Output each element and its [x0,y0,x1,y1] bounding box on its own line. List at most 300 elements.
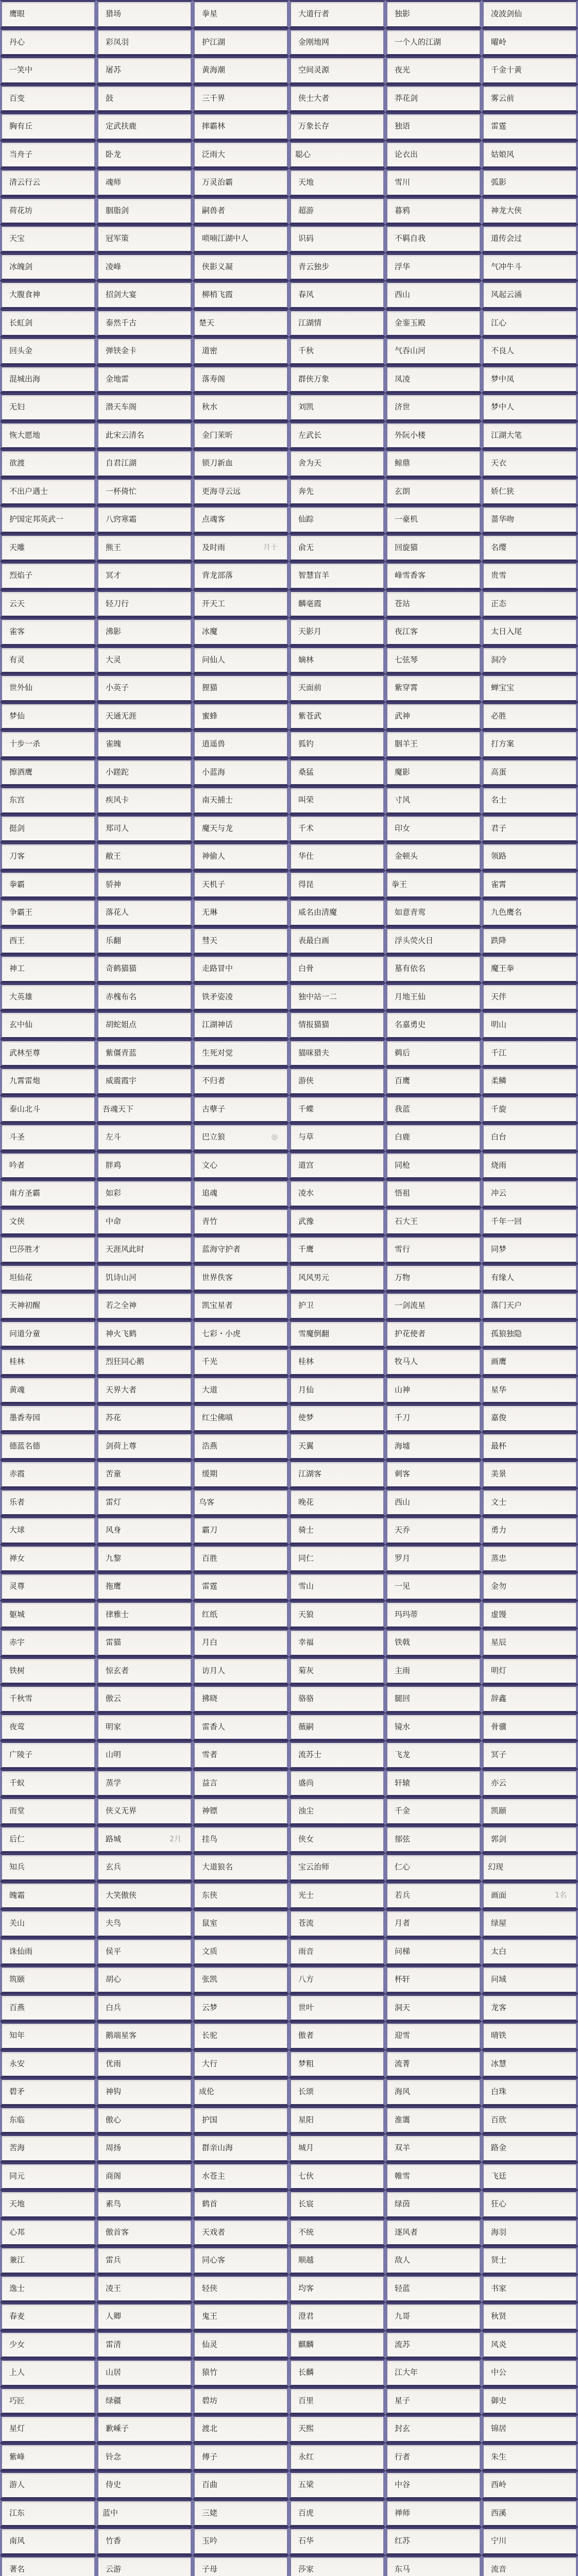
grid-cell[interactable] [482,2078,578,2106]
grid-cell[interactable] [482,365,578,394]
grid-cell[interactable] [96,2162,193,2191]
grid-cell[interactable] [385,2331,482,2359]
grid-cell[interactable] [193,871,289,899]
grid-cell[interactable] [385,955,482,983]
grid-cell[interactable] [385,1264,482,1292]
grid-cell[interactable] [289,1853,385,1882]
grid-cell[interactable] [0,281,96,309]
grid-cell[interactable] [0,2471,96,2499]
grid-cell[interactable] [96,1404,193,1432]
grid-cell[interactable] [289,1460,385,1488]
grid-cell[interactable] [289,1095,385,1124]
grid-cell[interactable] [0,337,96,365]
grid-cell[interactable] [482,815,578,843]
grid-cell[interactable] [289,141,385,169]
grid-cell[interactable] [289,2022,385,2050]
grid-cell[interactable] [289,1516,385,1545]
grid-cell[interactable] [385,1797,482,1825]
grid-cell[interactable] [385,2387,482,2415]
grid-cell[interactable] [289,1825,385,1854]
grid-cell[interactable] [289,2331,385,2359]
grid-cell[interactable] [193,393,289,421]
grid-cell[interactable] [193,1853,289,1882]
grid-cell[interactable] [385,674,482,702]
grid-cell[interactable] [385,899,482,927]
grid-cell[interactable] [289,1601,385,1629]
grid-cell[interactable] [482,871,578,899]
grid-cell[interactable] [0,1853,96,1882]
grid-cell[interactable] [385,1235,482,1264]
grid-cell[interactable] [289,2527,385,2555]
grid-cell[interactable] [96,1797,193,1825]
grid-cell[interactable] [0,1769,96,1798]
grid-cell[interactable] [193,2022,289,2050]
grid-cell[interactable] [482,955,578,983]
grid-cell[interactable] [0,2443,96,2471]
grid-cell[interactable] [385,2190,482,2218]
grid-cell[interactable] [482,646,578,674]
grid-cell[interactable] [193,1769,289,1798]
grid-cell[interactable] [193,1601,289,1629]
grid-cell[interactable] [193,281,289,309]
grid-cell[interactable] [289,1432,385,1461]
grid-cell[interactable] [385,1095,482,1124]
grid-cell[interactable] [0,84,96,113]
grid-cell[interactable] [193,758,289,787]
grid-cell[interactable] [0,1376,96,1404]
grid-cell[interactable] [482,1123,578,1151]
grid-cell[interactable] [289,1882,385,1910]
grid-cell[interactable] [0,0,96,28]
grid-cell[interactable] [385,1713,482,1741]
grid-cell[interactable] [0,618,96,646]
grid-cell[interactable] [0,2246,96,2275]
grid-cell[interactable] [193,646,289,674]
grid-cell[interactable] [482,1179,578,1208]
grid-cell[interactable] [482,1741,578,1769]
grid-cell[interactable] [193,1067,289,1095]
grid-cell[interactable] [289,421,385,450]
grid-cell[interactable] [96,2078,193,2106]
grid-cell[interactable] [96,1179,193,1208]
grid-cell[interactable] [96,1320,193,1348]
grid-cell[interactable] [0,1179,96,1208]
grid-cell[interactable] [289,28,385,57]
grid-cell[interactable] [96,562,193,590]
grid-cell[interactable] [289,2162,385,2191]
grid-cell[interactable] [96,1151,193,1180]
grid-cell[interactable] [0,2387,96,2415]
grid-cell[interactable] [0,899,96,927]
grid-cell[interactable] [385,1965,482,1994]
grid-cell[interactable] [385,1404,482,1432]
grid-cell[interactable] [482,1067,578,1095]
grid-cell[interactable] [193,337,289,365]
grid-cell[interactable] [193,2415,289,2443]
grid-cell[interactable] [193,1685,289,1713]
grid-cell[interactable] [193,309,289,337]
grid-cell[interactable] [385,225,482,253]
grid-cell[interactable] [289,2078,385,2106]
grid-cell[interactable] [193,2555,289,2576]
grid-cell[interactable] [289,1123,385,1151]
grid-cell[interactable] [289,253,385,281]
grid-cell[interactable] [96,28,193,57]
grid-cell[interactable] [0,2359,96,2387]
grid-cell[interactable] [0,253,96,281]
grid-cell[interactable] [96,1011,193,1039]
grid-cell[interactable] [0,1404,96,1432]
grid-cell[interactable] [0,1657,96,1685]
grid-cell[interactable] [289,449,385,478]
grid-cell[interactable] [0,590,96,618]
grid-cell[interactable] [289,899,385,927]
grid-cell[interactable] [482,112,578,141]
grid-cell[interactable] [96,758,193,787]
grid-cell[interactable] [96,2218,193,2247]
grid-cell[interactable] [385,1853,482,1882]
grid-cell[interactable] [385,590,482,618]
grid-cell[interactable] [193,899,289,927]
grid-cell[interactable] [289,2050,385,2078]
grid-cell[interactable] [193,1909,289,1938]
grid-cell[interactable] [385,534,482,562]
grid-cell[interactable] [385,253,482,281]
grid-cell[interactable] [193,1460,289,1488]
grid-cell[interactable] [96,1853,193,1882]
grid-cell[interactable] [96,0,193,28]
grid-cell[interactable] [96,1208,193,1236]
grid-cell[interactable] [289,2134,385,2162]
grid-cell[interactable] [289,112,385,141]
grid-cell[interactable] [193,1488,289,1517]
grid-cell[interactable] [385,1601,482,1629]
grid-cell[interactable] [0,1235,96,1264]
grid-cell[interactable] [385,2022,482,2050]
grid-cell[interactable] [193,1797,289,1825]
grid-cell[interactable] [96,197,193,225]
grid-cell[interactable] [289,225,385,253]
grid-cell[interactable] [482,505,578,534]
grid-cell[interactable] [482,1320,578,1348]
grid-cell[interactable] [193,674,289,702]
grid-cell[interactable] [385,337,482,365]
grid-cell[interactable] [0,1432,96,1461]
grid-cell[interactable] [289,1376,385,1404]
grid-cell[interactable] [482,1994,578,2022]
grid-cell[interactable] [385,2134,482,2162]
grid-cell[interactable] [482,618,578,646]
grid-cell[interactable] [482,2050,578,2078]
grid-cell[interactable] [289,2275,385,2303]
grid-cell[interactable] [289,1404,385,1432]
grid-cell[interactable] [96,1488,193,1517]
grid-cell[interactable] [482,2162,578,2191]
grid-cell[interactable] [385,478,482,506]
grid-cell[interactable] [385,983,482,1011]
grid-cell[interactable] [0,2331,96,2359]
grid-cell[interactable] [482,141,578,169]
grid-cell[interactable] [193,2387,289,2415]
grid-cell[interactable] [96,449,193,478]
grid-cell[interactable] [289,1713,385,1741]
grid-cell[interactable] [289,1965,385,1994]
grid-cell[interactable] [385,168,482,197]
grid-cell[interactable] [96,1938,193,1966]
grid-cell[interactable] [193,2134,289,2162]
grid-cell[interactable] [385,1039,482,1067]
grid-cell[interactable] [385,365,482,394]
grid-cell[interactable] [96,1235,193,1264]
grid-cell[interactable] [289,871,385,899]
grid-cell[interactable] [193,2162,289,2191]
grid-cell[interactable] [482,758,578,787]
grid-cell[interactable] [0,1151,96,1180]
grid-cell[interactable] [0,1825,96,1854]
grid-cell[interactable] [0,2302,96,2331]
grid-cell[interactable] [0,1095,96,1124]
grid-cell[interactable] [482,197,578,225]
grid-cell[interactable] [0,56,96,84]
grid-cell[interactable] [0,983,96,1011]
grid-cell[interactable] [0,1123,96,1151]
grid-cell[interactable] [385,2527,482,2555]
grid-cell[interactable] [289,815,385,843]
grid-cell[interactable] [0,758,96,787]
grid-cell[interactable] [193,56,289,84]
grid-cell[interactable] [289,618,385,646]
grid-cell[interactable] [385,1994,482,2022]
grid-cell[interactable] [96,730,193,758]
grid-cell[interactable] [385,646,482,674]
grid-cell[interactable] [0,1011,96,1039]
grid-cell[interactable] [0,2415,96,2443]
grid-cell[interactable] [289,562,385,590]
grid-cell[interactable] [193,2527,289,2555]
grid-cell[interactable] [385,1376,482,1404]
grid-cell[interactable] [289,983,385,1011]
grid-cell[interactable] [289,1179,385,1208]
grid-cell[interactable] [0,534,96,562]
grid-cell[interactable] [385,309,482,337]
grid-cell[interactable] [96,505,193,534]
grid-cell[interactable] [482,674,578,702]
grid-cell[interactable] [0,927,96,955]
grid-cell[interactable] [482,1208,578,1236]
grid-cell[interactable] [482,983,578,1011]
grid-cell[interactable] [289,1629,385,1657]
grid-cell[interactable] [193,1264,289,1292]
grid-cell[interactable] [0,1208,96,1236]
grid-cell[interactable] [96,2387,193,2415]
grid-cell[interactable] [385,0,482,28]
grid-cell[interactable] [96,2134,193,2162]
grid-cell[interactable] [0,2134,96,2162]
grid-cell[interactable] [482,2106,578,2134]
grid-cell[interactable] [0,1685,96,1713]
grid-cell[interactable] [482,2022,578,2050]
grid-cell[interactable] [193,1320,289,1348]
grid-cell[interactable] [289,1685,385,1713]
grid-cell[interactable] [289,674,385,702]
grid-cell[interactable] [482,2415,578,2443]
grid-cell[interactable] [482,562,578,590]
grid-cell[interactable] [289,1235,385,1264]
grid-cell[interactable] [0,1572,96,1601]
grid-cell[interactable] [96,2246,193,2275]
grid-cell[interactable] [0,478,96,506]
grid-cell[interactable] [482,2499,578,2528]
grid-cell[interactable] [0,786,96,815]
grid-cell[interactable] [96,1376,193,1404]
grid-cell[interactable] [289,1657,385,1685]
grid-cell[interactable] [193,1825,289,1854]
grid-cell[interactable] [96,1685,193,1713]
grid-cell[interactable] [482,449,578,478]
grid-cell[interactable] [289,2499,385,2528]
grid-cell[interactable] [96,899,193,927]
grid-cell[interactable] [96,337,193,365]
grid-cell[interactable] [96,365,193,394]
grid-cell[interactable] [193,1432,289,1461]
grid-cell[interactable] [385,1432,482,1461]
grid-cell[interactable] [0,1320,96,1348]
grid-cell[interactable] [96,1067,193,1095]
grid-cell[interactable] [482,1264,578,1292]
grid-cell[interactable] [0,1965,96,1994]
grid-cell[interactable] [482,1348,578,1376]
grid-cell[interactable] [0,2078,96,2106]
grid-cell[interactable] [0,2022,96,2050]
grid-cell[interactable] [0,815,96,843]
grid-cell[interactable] [193,1292,289,1320]
grid-cell[interactable] [385,1179,482,1208]
grid-cell[interactable] [289,1938,385,1966]
grid-cell[interactable] [96,1039,193,1067]
grid-cell[interactable] [289,197,385,225]
grid-cell[interactable] [193,534,289,562]
grid-cell[interactable] [193,449,289,478]
grid-cell[interactable] [96,2022,193,2050]
grid-cell[interactable] [96,2471,193,2499]
grid-cell[interactable] [289,168,385,197]
grid-cell[interactable] [482,478,578,506]
grid-cell[interactable] [289,1208,385,1236]
grid-cell[interactable] [96,1965,193,1994]
grid-cell[interactable] [193,2471,289,2499]
grid-cell[interactable] [0,1882,96,1910]
grid-cell[interactable] [289,0,385,28]
grid-cell[interactable] [289,2415,385,2443]
grid-cell[interactable] [193,2078,289,2106]
grid-cell[interactable] [193,197,289,225]
grid-cell[interactable] [482,1432,578,1461]
grid-cell[interactable] [482,2218,578,2247]
grid-cell[interactable] [385,786,482,815]
grid-cell[interactable] [0,112,96,141]
grid-cell[interactable] [482,1769,578,1798]
grid-cell[interactable] [96,1292,193,1320]
grid-cell[interactable] [289,1067,385,1095]
grid-cell[interactable] [0,1067,96,1095]
grid-cell[interactable] [385,1882,482,1910]
grid-cell[interactable] [96,871,193,899]
grid-cell[interactable] [289,2471,385,2499]
grid-cell[interactable] [482,2555,578,2576]
grid-cell[interactable] [0,1264,96,1292]
grid-cell[interactable] [289,646,385,674]
grid-cell[interactable] [482,1376,578,1404]
grid-cell[interactable] [0,1292,96,1320]
grid-cell[interactable] [482,1572,578,1601]
grid-cell[interactable] [0,1545,96,1573]
grid-cell[interactable] [289,1909,385,1938]
grid-cell[interactable] [482,28,578,57]
grid-cell[interactable] [385,1348,482,1376]
grid-cell[interactable] [193,365,289,394]
grid-cell[interactable] [96,2190,193,2218]
grid-cell[interactable] [289,534,385,562]
grid-cell[interactable] [0,141,96,169]
grid-cell[interactable] [0,197,96,225]
grid-cell[interactable] [96,842,193,871]
grid-cell[interactable] [96,393,193,421]
grid-cell[interactable] [96,702,193,731]
grid-cell[interactable] [385,815,482,843]
grid-cell[interactable] [96,421,193,450]
grid-cell[interactable] [0,2275,96,2303]
grid-cell[interactable] [289,702,385,731]
grid-cell[interactable] [289,730,385,758]
grid-cell[interactable] [385,2471,482,2499]
grid-cell[interactable] [0,309,96,337]
grid-cell[interactable] [96,225,193,253]
grid-cell[interactable] [385,2078,482,2106]
grid-cell[interactable] [96,1825,193,1854]
grid-cell[interactable] [0,365,96,394]
grid-cell[interactable] [482,337,578,365]
grid-cell[interactable] [385,1825,482,1854]
grid-cell[interactable] [385,842,482,871]
grid-cell[interactable] [193,1545,289,1573]
grid-cell[interactable] [193,253,289,281]
grid-cell[interactable] [385,2302,482,2331]
grid-cell[interactable] [482,2190,578,2218]
grid-cell[interactable] [385,2415,482,2443]
grid-cell[interactable] [96,1123,193,1151]
grid-cell[interactable] [193,730,289,758]
grid-cell[interactable] [193,2331,289,2359]
grid-cell[interactable] [482,1713,578,1741]
grid-cell[interactable] [96,646,193,674]
grid-cell[interactable] [0,449,96,478]
grid-cell[interactable] [193,1965,289,1994]
grid-cell[interactable] [385,1292,482,1320]
grid-cell[interactable] [385,1741,482,1769]
grid-cell[interactable] [96,1769,193,1798]
grid-cell[interactable] [289,955,385,983]
grid-cell[interactable] [96,786,193,815]
grid-cell[interactable] [482,1853,578,1882]
grid-cell[interactable] [385,871,482,899]
grid-cell[interactable] [482,281,578,309]
grid-cell[interactable] [385,1657,482,1685]
grid-cell[interactable] [193,1938,289,1966]
grid-cell[interactable] [193,2443,289,2471]
grid-cell[interactable] [193,1179,289,1208]
grid-cell[interactable] [0,1994,96,2022]
grid-cell[interactable] [289,2387,385,2415]
